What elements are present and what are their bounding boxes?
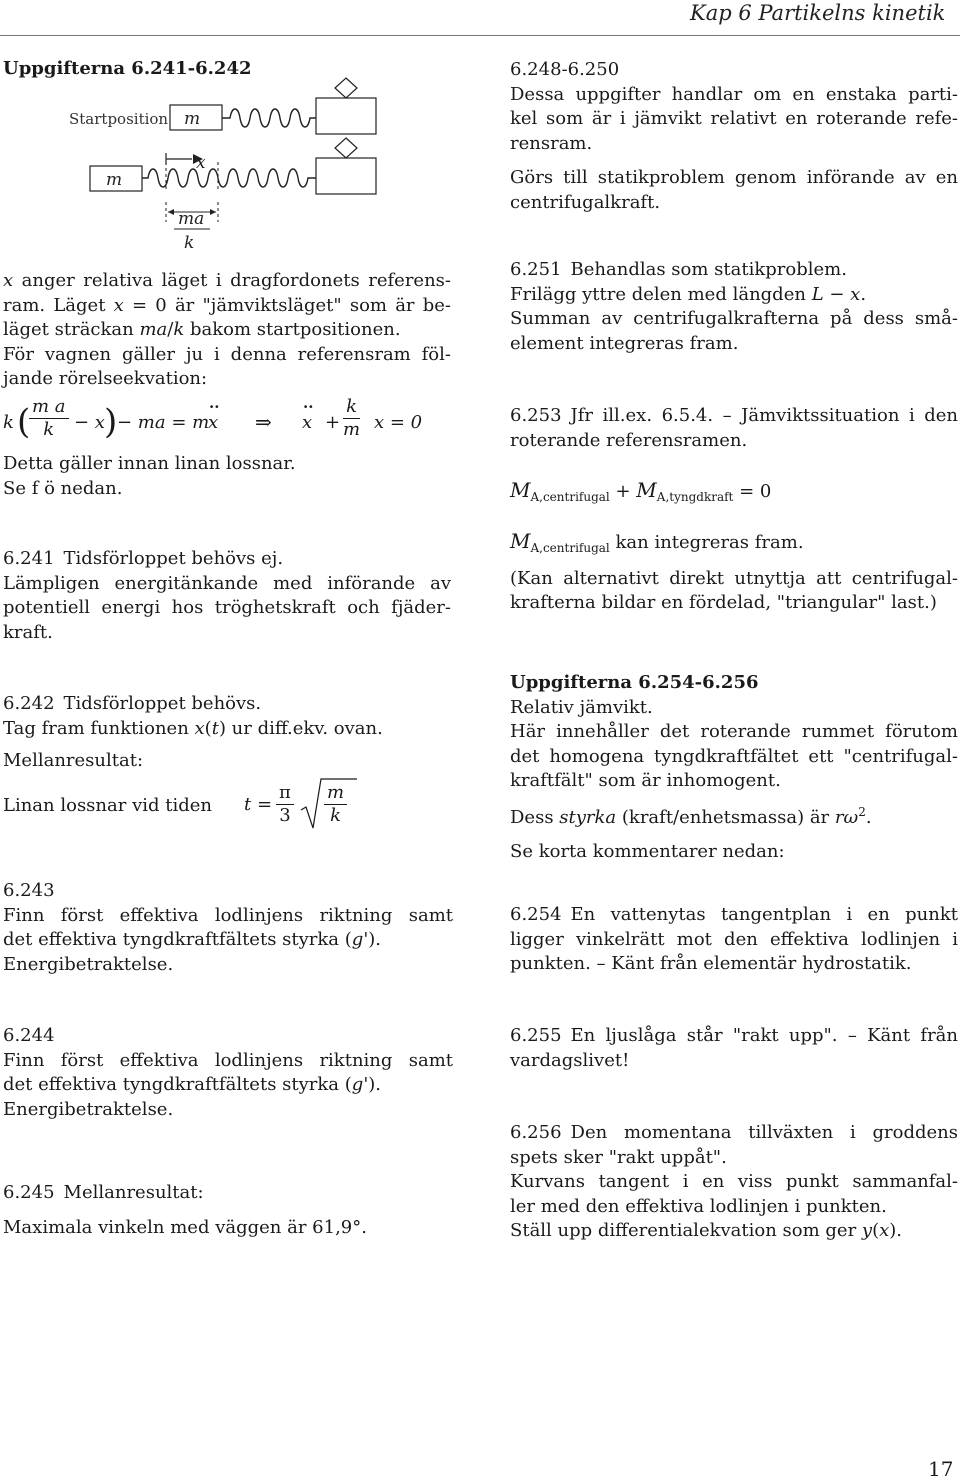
subscript: A,centrifugal xyxy=(530,490,610,504)
formula-three: 3 xyxy=(279,805,291,826)
problem-text: En ljuslåga står "rakt upp". – Känt från xyxy=(570,1025,958,1046)
problem-text: Tidsförloppet behövs ej. xyxy=(63,548,284,569)
paren: ( xyxy=(204,717,212,739)
problem-text: Tidsförloppet behövs. xyxy=(63,693,262,714)
problem-number: 6.253 xyxy=(510,405,562,426)
eq-paren-left: ( xyxy=(17,402,31,442)
eq-frac2-den: m xyxy=(343,419,361,440)
figure-label-x: x xyxy=(196,153,206,173)
var-M: M xyxy=(636,478,657,502)
formula-t-eq: t = xyxy=(244,794,273,815)
text-line: Dess xyxy=(510,806,560,828)
problem-number: 6.248-6.250 xyxy=(510,59,620,80)
formula-pi-over-3 xyxy=(276,782,294,827)
text-line: kel som är i jämvikt relativt en roterande refe- xyxy=(510,108,958,129)
note-before-release xyxy=(3,452,451,501)
page-number: 17 xyxy=(928,1457,954,1481)
cart-top-diamond xyxy=(335,78,357,98)
text-line: det effektiva tyngdkraftfältets styrka ( xyxy=(3,929,352,950)
subscript: A,centrifugal xyxy=(530,541,610,555)
var-ma: ma xyxy=(139,319,168,340)
text-line: Dessa uppgifter handlar om en enstaka parti- xyxy=(510,83,958,105)
text-line: det homogena tyngdkraftfältet ett "centrifugal- xyxy=(510,745,958,767)
problem-text: Mellanresultat: xyxy=(63,1182,204,1203)
text-line: (Kan alternativt direkt utnyttja att centrifugal- xyxy=(510,567,958,589)
problem-number: 6.245 xyxy=(3,1182,55,1203)
integration-note xyxy=(510,529,958,616)
max-angle-text: Maximala vinkeln med väggen är 61,9°. xyxy=(3,1216,367,1238)
text-line: Tag fram funktionen xyxy=(3,717,195,739)
problem-number: 6.254 xyxy=(510,904,562,925)
eq-frac2-num: k xyxy=(343,396,360,419)
text-line: . xyxy=(860,283,867,305)
release-time-text: Linan lossnar vid tiden xyxy=(3,795,212,816)
text-line: vardagslivet! xyxy=(510,1049,630,1071)
text-line: kraftfält" som är inhomogent. xyxy=(510,770,781,791)
spring-top xyxy=(222,109,316,127)
moment-equation xyxy=(510,478,958,510)
text-line: '). xyxy=(363,929,382,950)
figure-label-ma: ma xyxy=(178,209,205,229)
section-254-256-intro xyxy=(510,671,958,865)
eq-xddot-2: x xyxy=(302,412,313,433)
eq-paren-right: ) xyxy=(104,402,118,442)
eq-plus: + xyxy=(325,412,341,433)
var-g: g xyxy=(351,929,364,950)
text-line: Se korta kommentarer nedan: xyxy=(510,841,785,862)
problem-text: Behandlas som statikproblem. xyxy=(570,259,847,280)
text-line: roterande referensramen. xyxy=(510,429,748,451)
intro-line-3e: bakom startpositionen. xyxy=(184,319,401,340)
text-line: kan integreras fram. xyxy=(609,532,804,553)
ma-dim-arrow-right xyxy=(210,209,216,215)
intro-paragraph xyxy=(3,269,451,392)
text-line: ligger vinkelrätt mot den effektiva lodlinjen i xyxy=(510,928,958,950)
text-line: kraft. xyxy=(3,621,53,643)
text-line: Frilägg yttre delen med längden xyxy=(510,283,812,305)
text-line: centrifugalkraft. xyxy=(510,191,661,213)
mellanresultat-label: Mellanresultat: xyxy=(3,750,144,771)
paren: ( xyxy=(872,1220,880,1241)
formula-k: k xyxy=(330,805,341,826)
problem-text: Den momentana tillväxten i groddens xyxy=(570,1122,958,1143)
text-line: det effektiva tyngdkraftfältets styrka ( xyxy=(3,1074,352,1095)
var-x: x xyxy=(113,294,124,316)
text-line: rensram. xyxy=(510,132,593,154)
slash: / xyxy=(167,319,174,340)
var-x: x xyxy=(194,717,205,739)
eq-tail: x = 0 xyxy=(374,412,423,433)
problem-number: 6.251 xyxy=(510,259,562,280)
equation-of-motion xyxy=(3,396,443,452)
text-line: Relativ jämvikt. xyxy=(510,696,653,718)
section-heading-254-256: Uppgifterna 6.254-6.256 xyxy=(510,672,759,693)
figure-label-m-top: m xyxy=(184,109,201,129)
text-line: Summan av centrifugalkrafterna på dess små- xyxy=(510,308,958,329)
problem-6-256 xyxy=(510,1121,958,1244)
problem-6-248-250 xyxy=(510,58,958,215)
header-rule xyxy=(0,35,960,36)
subscript: A,tyngdkraft xyxy=(656,490,734,504)
problem-number: 6.242 xyxy=(3,693,55,714)
var-g: g xyxy=(351,1074,364,1095)
text-line: Finn först effektiva lodlinjens riktning samt xyxy=(3,904,453,926)
problem-6-244 xyxy=(3,1024,453,1122)
intro-line-2c: = 0 är "jämviktsläget" som är be- xyxy=(123,294,451,316)
problem-6-241 xyxy=(3,547,451,645)
intro-line-5: jande rörelseekvation: xyxy=(3,368,208,389)
text-line: punkten. – Känt från elementär hydrostatik. xyxy=(510,953,912,974)
eq-plus: + xyxy=(609,481,637,502)
text-line: Görs till statikproblem genom införande av en xyxy=(510,167,958,188)
problem-6-245 xyxy=(3,1181,453,1240)
problem-number: 6.243 xyxy=(3,880,55,901)
text-line: krafterna bildar en fördelad, "triangular" last.) xyxy=(510,592,937,613)
formula-m: m xyxy=(324,782,347,805)
spring-bottom xyxy=(142,169,316,187)
problem-text: Jfr ill.ex. 6.5.4. – Jämviktssituation i den xyxy=(570,405,958,426)
text-line: ) ur diff.ekv. ovan. xyxy=(218,717,383,739)
text-line: Energibetraktelse. xyxy=(3,953,174,975)
text-line: . xyxy=(865,806,872,828)
word-styrka: styrka xyxy=(559,806,617,828)
text-line: (kraft/enhetsmassa) är xyxy=(616,806,835,828)
problem-6-251 xyxy=(510,258,958,356)
text-line: ler med den effektiva lodlinjen i punkten. xyxy=(510,1195,887,1217)
eq-xddot: x xyxy=(208,412,219,433)
text-line: Här innehåller det roterande rummet förutom xyxy=(510,721,958,742)
problem-6-242 xyxy=(3,692,451,774)
var-L-minus-x: L − x xyxy=(811,283,861,305)
figure-label-m-left: m xyxy=(106,170,123,190)
var-t: t xyxy=(211,717,219,739)
release-time-formula xyxy=(244,776,384,836)
exponent: 2 xyxy=(858,804,866,819)
eq-frac-den: k xyxy=(43,419,55,440)
eq-ddot: ·· xyxy=(209,398,220,416)
problem-number: 6.244 xyxy=(3,1025,55,1046)
cart-block-bottom xyxy=(316,158,376,194)
eq-fraction-ma-over-k xyxy=(29,396,69,441)
intro-line-2a: ram. Läget xyxy=(3,294,114,316)
cart-bottom-diamond xyxy=(335,138,357,158)
note-line-2: Se f ö nedan. xyxy=(3,477,123,499)
text-line: '). xyxy=(363,1074,382,1095)
text-line: Kurvans tangent i en viss punkt sammanfal- xyxy=(510,1171,958,1192)
ma-dim-arrow-left xyxy=(168,209,174,215)
problem-text: En vattenytas tangentplan i en punkt xyxy=(570,904,958,925)
text-line: spets sker "rakt uppåt". xyxy=(510,1146,727,1168)
formula-m-over-k xyxy=(324,782,347,827)
eq-minus-x: − x xyxy=(74,412,105,433)
eq-fraction-k-over-m xyxy=(343,396,360,441)
problem-6-254 xyxy=(510,903,958,977)
var-y: y xyxy=(861,1220,873,1241)
text-line: potentiell energi hos tröghetskraft och fjäder- xyxy=(3,597,451,618)
var-r-omega: rω xyxy=(834,806,859,828)
formula-pi: π xyxy=(276,782,294,805)
text-line: Finn först effektiva lodlinjens riktning samt xyxy=(3,1049,453,1071)
problem-number: 6.241 xyxy=(3,548,55,569)
eq-k: k xyxy=(3,412,14,433)
eq-implies: ⇒ xyxy=(255,410,272,434)
var-M: M xyxy=(510,529,531,553)
figure-label-k: k xyxy=(184,233,195,253)
note-line-1: Detta gäller innan linan lossnar. xyxy=(3,453,296,474)
eq-minus-ma: − ma = m xyxy=(117,412,210,433)
problem-6-255 xyxy=(510,1024,958,1073)
var-x: x xyxy=(3,270,14,291)
text-line: Lämpligen energitänkande med införande av xyxy=(3,572,451,594)
eq-tail: = 0 xyxy=(733,481,772,502)
figure-label-startposition: Startposition xyxy=(69,110,169,128)
eq-frac-num: m a xyxy=(29,396,69,419)
var-M: M xyxy=(510,478,531,502)
problem-6-253 xyxy=(510,404,958,453)
intro-line-3a: läget sträckan xyxy=(3,319,140,340)
section-heading-241-242: Uppgifterna 6.241-6.242 xyxy=(3,58,252,79)
spring-mass-figure xyxy=(60,76,380,256)
eq-ddot-2: ·· xyxy=(303,398,314,416)
var-k: k xyxy=(173,319,185,340)
text-line: Energibetraktelse. xyxy=(3,1098,174,1120)
text-line: Ställ upp differentialekvation som ger xyxy=(510,1220,862,1241)
problem-6-243 xyxy=(3,879,453,977)
text-line: element integreras fram. xyxy=(510,332,739,354)
problem-number: 6.256 xyxy=(510,1122,562,1143)
cart-block-top xyxy=(316,98,376,134)
problem-number: 6.255 xyxy=(510,1025,562,1046)
var-x: x xyxy=(879,1220,890,1241)
intro-line-1: anger relativa läget i dragfordonets referens- xyxy=(13,270,451,291)
paren: ). xyxy=(889,1220,903,1241)
intro-line-4: För vagnen gäller ju i denna referensram föl- xyxy=(3,343,451,365)
running-header: Kap 6 Partikelns kinetik xyxy=(690,1,946,25)
